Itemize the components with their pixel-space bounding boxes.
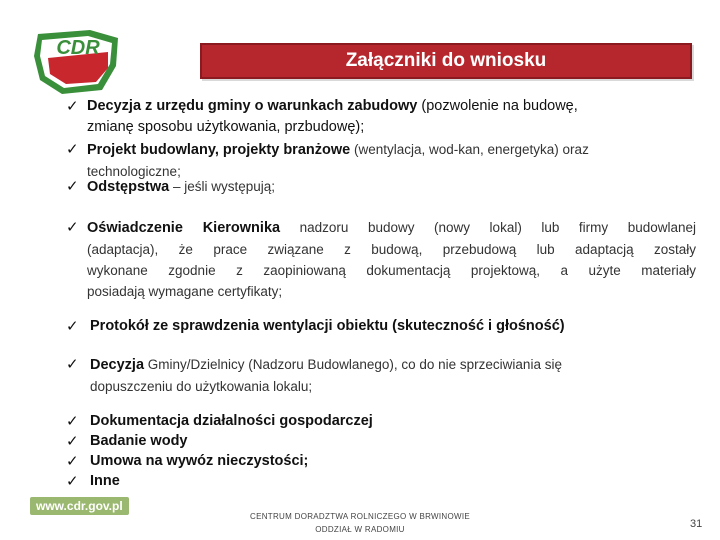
checkmark-icon: ✓ [66,453,79,470]
item-bold-text: Protokół ze sprawdzenia wentylacji obiektu (skuteczność i głośność) [90,318,565,334]
item-bold-text: Projekt budowlany, projekty branżowe [87,142,351,158]
item-bold-text: Decyzja z urzędu gminy o warunkach zabudowy [87,98,418,114]
checkmark-icon: ✓ [66,413,79,430]
item-bold-text: Oświadczenie Kierownika [87,220,281,236]
item-bold-text: Badanie wody [90,433,188,449]
footer-org-line2: ODDZIAŁ W RADOMIU [315,525,405,534]
item-bold-text: Dokumentacja działalności gospodarczej [90,413,373,429]
checkmark-icon: ✓ [66,433,79,450]
list-item [66,316,696,337]
item-text: (wentylacja, wod-kan, energetyka) oraz [350,142,589,157]
list-item [66,96,696,138]
list-item [66,354,696,398]
item-bold-text: Umowa na wywóz nieczystości; [90,453,309,469]
item-text: Gminy/Dzielnicy (Nadzoru Budowlanego), co do nie sprzeciwiania się [144,357,562,372]
item-text-line2: (adaptacja), że prace związane z budową, przebudową lub adaptacją zostały [87,242,696,257]
item-text-line2: dopuszczeniu do użytkowania lokalu; [90,379,313,394]
list-item [66,451,696,472]
slide-title: Załączniki do wniosku [200,43,692,79]
footer-organization [225,510,495,536]
item-bold-text: Odstępstwa [87,179,170,195]
checkmark-icon: ✓ [66,178,79,195]
checkmark-icon: ✓ [66,98,79,115]
item-bold-text: Decyzja [90,357,145,373]
list-item [66,471,696,492]
item-text-line4: posiadają wymagane certyfikaty; [87,284,283,299]
item-text: (pozwolenie na budowę, [417,98,578,114]
checkmark-icon: ✓ [66,219,79,236]
item-text-line2: zmianę sposobu użytkowania, przbudowę); [87,119,365,135]
item-text-line2: technologiczne; [87,164,181,179]
footer-org-line1: CENTRUM DORADZTWA ROLNICZEGO W BRWINOWIE [250,512,470,521]
cdr-logo [32,28,124,98]
checkmark-icon: ✓ [66,318,79,335]
item-text: nadzoru budowy (nowy lokal) lub firmy budowlanej [280,220,696,235]
checkmark-icon: ✓ [66,473,79,490]
logo-text: CDR [56,37,100,59]
item-text: – jeśli występują; [169,179,275,194]
checkmark-icon: ✓ [66,356,79,373]
checkmark-icon: ✓ [66,141,79,158]
item-text-line3: wykonane zgodnie z zaopiniowaną dokumentacją projektową, a użyte materiały [87,263,696,278]
list-item [66,411,696,432]
list-item [66,176,696,198]
page-number: 31 [690,518,703,530]
list-item [66,217,696,302]
list-item [66,431,696,452]
item-bold-text: Inne [90,473,120,489]
footer-url-link[interactable]: www.cdr.gov.pl [30,497,129,515]
